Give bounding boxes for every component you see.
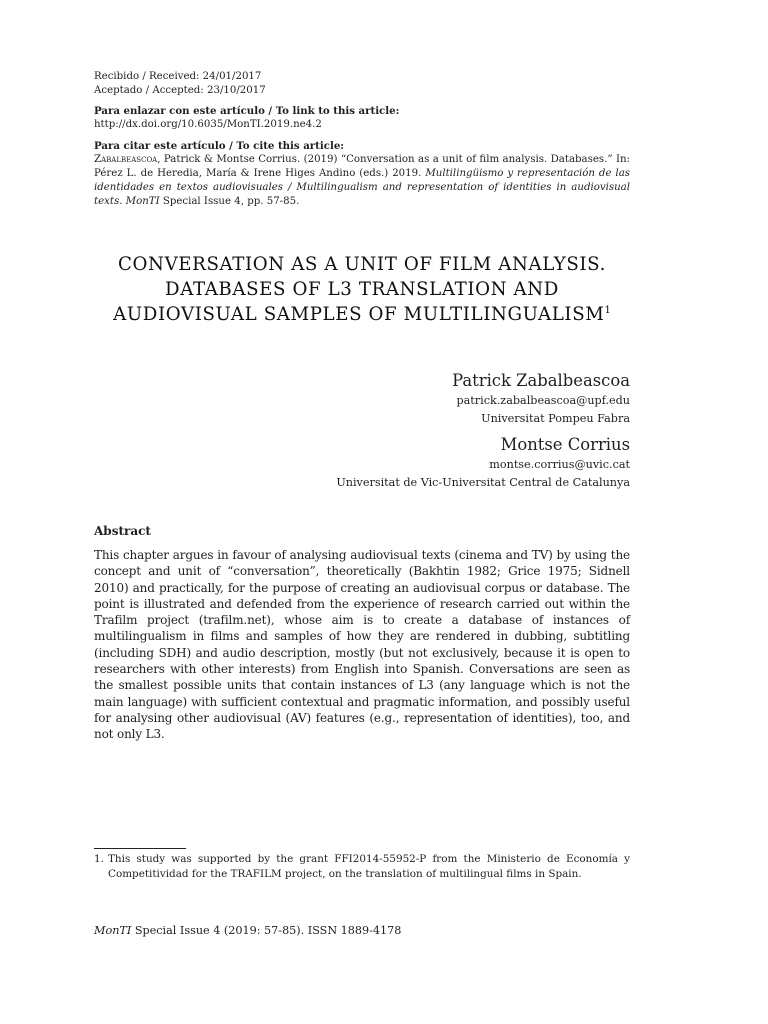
- citation-author: Zabalbeascoa: [94, 154, 158, 165]
- doi-link[interactable]: http://dx.doi.org/10.6035/MonTI.2019.ne4.2: [94, 119, 322, 130]
- running-footer: [94, 924, 401, 937]
- citation-book-title: Multilingüismo y representación de las identidades en textos audiovisuales / Multilingualism and representation of identities in audiovisual texts. MonTI: [94, 168, 630, 207]
- cite-label: Para citar este artículo / To cite this article:: [94, 140, 345, 152]
- author-name: Patrick Zabalbeascoa: [452, 371, 630, 390]
- author-name: Montse Corrius: [500, 435, 630, 454]
- accepted-date: Aceptado / Accepted: 23/10/2017: [94, 85, 266, 96]
- abstract-text: This chapter argues in favour of analysing audiovisual texts (cinema and TV) by using the concept and unit of “conversation”, theoretically (Bakhtin 1982; Grice 1975; Sidnell 2010) and practically, for the purpose of creating an audiovisual corpus or database. The point is illustrated and defended from the experience of research carried out within the Trafilm project (trafilm.net), whose aim is to create a database of instances of multilingualism in films and samples of how they are rendered in dubbing, subtitling (including SDH) and audio description, mostly (but not exclusively, because it is open to researchers with other interests) from English into Spanish. Conversations are seen as the smallest possible units that contain instances of L3 (any language which is not the main language) with sufficient contextual and pragmatic information, and possibly useful for analysing other audiovisual (AV) features (e.g., representation of identities), too, and not only L3.: [94, 548, 630, 742]
- citation-block: [94, 139, 630, 209]
- footer-issue-info: Special Issue 4 (2019: 57-85). ISSN 1889-4178: [131, 924, 402, 937]
- footnote-text: This study was supported by the grant FFI2014-55952-P from the Ministerio de Economía y Competitividad for the TRAFILM project, on the translation of multilingual films in Spain.: [108, 853, 630, 880]
- title-line-3: AUDIOVISUAL SAMPLES OF MULTILINGUALISM: [113, 304, 605, 325]
- paper-title: [94, 252, 630, 327]
- footer-journal: MonTI: [94, 924, 132, 937]
- link-block: [94, 104, 630, 132]
- submission-dates: [94, 70, 630, 98]
- link-label: Para enlazar con este artículo / To link to this article:: [94, 105, 400, 117]
- received-date: Recibido / Received: 24/01/2017: [94, 71, 262, 82]
- title-line-1: CONVERSATION AS A UNIT OF FILM ANALYSIS.: [118, 254, 606, 275]
- title-footnote-mark[interactable]: 1: [604, 304, 611, 316]
- footnote-divider: [94, 848, 186, 849]
- citation-text: [94, 153, 630, 209]
- author-affiliation: Universitat Pompeu Fabra: [481, 412, 630, 425]
- author-affiliation: Universitat de Vic-Universitat Central de Catalunya: [336, 476, 630, 489]
- author-email[interactable]: montse.corrius@uvic.cat: [489, 458, 630, 471]
- author-email[interactable]: patrick.zabalbeascoa@upf.edu: [456, 394, 630, 407]
- author-block-2: [336, 434, 630, 492]
- footnote-number: 1.: [94, 853, 104, 865]
- abstract-heading: Abstract: [94, 524, 151, 538]
- citation-part2: Special Issue 4, pp. 57-85.: [159, 196, 300, 207]
- title-line-2: DATABASES OF L3 TRANSLATION AND: [165, 279, 559, 300]
- author-block-1: [452, 370, 630, 428]
- citation-part1: , Patrick & Montse Corrius. (2019) “Conversation as a unit of film analysis. Databases.” In: Pérez L. de Heredia, María & Irene Higes Andino (eds.) 2019.: [94, 154, 630, 179]
- footnote: [94, 852, 630, 882]
